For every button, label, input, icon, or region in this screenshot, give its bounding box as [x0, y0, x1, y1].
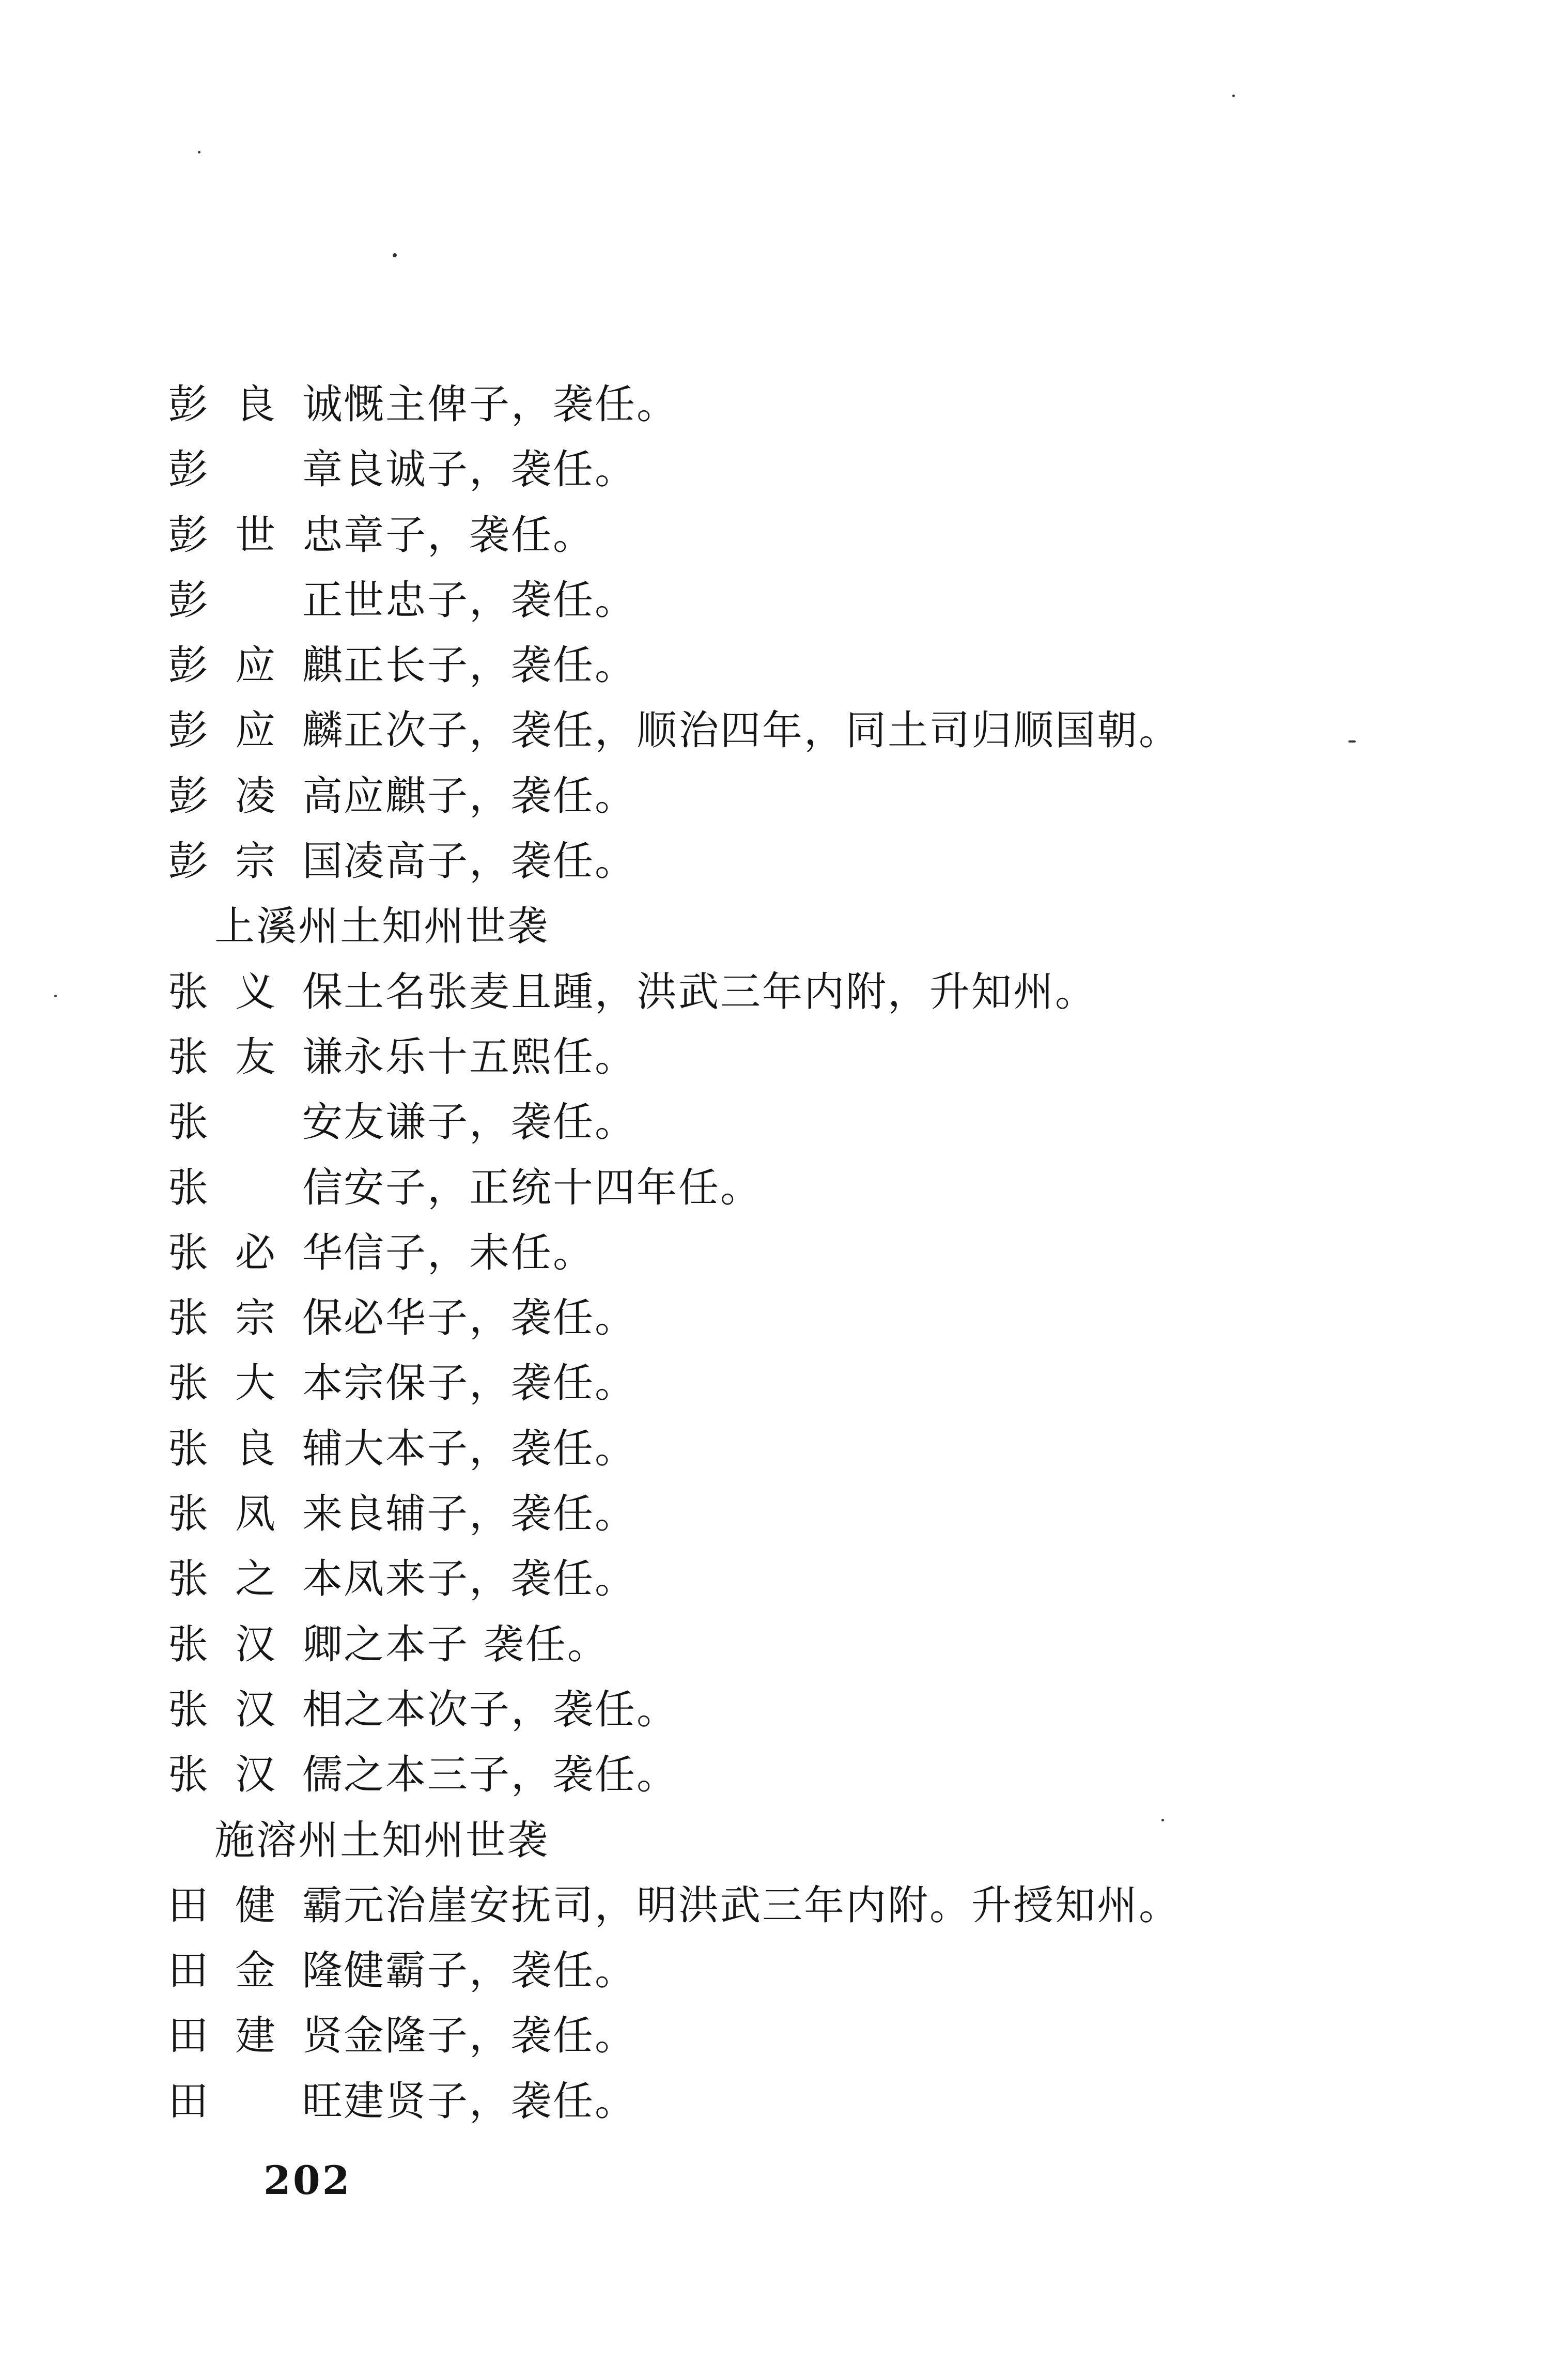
person-description: 章子，袭任。	[344, 512, 595, 559]
entry-row	[168, 1351, 1460, 1416]
scan-speck	[1232, 95, 1235, 97]
person-description: 之本三子，袭任。	[344, 1752, 679, 1799]
entry-row	[168, 829, 1460, 894]
person-description: 安子，正统十四年任。	[344, 1164, 763, 1211]
entry-row	[168, 698, 1460, 763]
person-description: 良诚子，袭任。	[344, 446, 637, 493]
person-description: 良辅子，袭任。	[344, 1491, 637, 1538]
person-name: 田旺	[168, 2078, 344, 2125]
section-heading: 施溶州土知州世袭	[214, 1817, 550, 1864]
entry-row	[168, 1873, 1460, 1938]
entry-row	[168, 1677, 1460, 1742]
entry-row	[168, 1286, 1460, 1351]
scan-speck	[1161, 1819, 1164, 1821]
person-name: 张友谦	[168, 1033, 344, 1080]
entry-row	[168, 1742, 1460, 1807]
person-name: 张大本	[168, 1360, 344, 1407]
person-description: 之本子 袭任。	[344, 1621, 609, 1668]
person-description: 世忠子，袭任。	[344, 577, 637, 624]
person-description: 之本次子，袭任。	[344, 1686, 679, 1733]
entry-row	[168, 764, 1460, 829]
person-description: 凤来子，袭任。	[344, 1556, 637, 1603]
entry-row	[168, 1220, 1460, 1286]
scan-speck	[1348, 740, 1356, 743]
entry-row	[168, 437, 1460, 502]
person-description: 宗保子，袭任。	[344, 1360, 637, 1407]
person-description: 元治崖安抚司，明洪武三年内附。升授知州。	[344, 1882, 1181, 1929]
person-name: 张汉卿	[168, 1621, 344, 1668]
person-name: 张信	[168, 1164, 344, 1211]
person-description: 必华子，袭任。	[344, 1295, 637, 1342]
entry-row	[168, 503, 1460, 568]
genealogy-list	[168, 372, 1460, 2134]
person-name: 张之本	[168, 1556, 344, 1603]
entry-row	[168, 1155, 1460, 1220]
section-heading: 上溪州土知州世袭	[214, 903, 550, 950]
entry-row	[168, 1547, 1460, 1612]
scan-speck	[54, 995, 57, 997]
person-name: 田金隆	[168, 1948, 344, 1995]
person-name: 彭应麟	[168, 707, 344, 754]
person-name: 张汉相	[168, 1686, 344, 1733]
person-description: 慨主俾子，袭任。	[344, 381, 679, 428]
entry-row	[168, 2069, 1460, 2134]
entry-row	[168, 960, 1460, 1025]
person-name: 田健霸	[168, 1882, 344, 1929]
entry-row	[168, 1025, 1460, 1090]
entry-row	[168, 1090, 1460, 1155]
person-name: 彭良诚	[168, 381, 344, 428]
entry-row	[168, 2003, 1460, 2068]
person-description: 正长子，袭任。	[344, 642, 637, 689]
person-description: 凌高子，袭任。	[344, 838, 637, 885]
person-name: 张汉儒	[168, 1752, 344, 1799]
person-name: 张必华	[168, 1229, 344, 1276]
person-description: 正次子，袭任，顺治四年，同土司归顺国朝。	[344, 707, 1181, 754]
person-name: 张良辅	[168, 1425, 344, 1472]
person-name: 张义保	[168, 968, 344, 1015]
person-name: 彭正	[168, 577, 344, 624]
person-name: 田建贤	[168, 2013, 344, 2060]
scan-speck	[393, 253, 397, 257]
person-description: 大本子，袭任。	[344, 1425, 637, 1472]
person-name: 彭世忠	[168, 512, 344, 559]
person-name: 张安	[168, 1099, 344, 1146]
person-description: 应麒子，袭任。	[344, 772, 637, 820]
entry-row	[168, 1938, 1460, 2003]
entry-row	[168, 1612, 1460, 1677]
person-name: 彭章	[168, 446, 344, 493]
person-description: 友谦子，袭任。	[344, 1099, 637, 1146]
person-name: 彭应麒	[168, 642, 344, 689]
person-description: 永乐十五熙任。	[344, 1033, 637, 1080]
entry-row	[168, 372, 1460, 437]
person-name: 张宗保	[168, 1295, 344, 1342]
entry-row	[168, 1481, 1460, 1547]
entry-row	[168, 633, 1460, 698]
page-number: 202	[263, 2157, 352, 2203]
person-description: 健霸子，袭任。	[344, 1948, 637, 1995]
person-description: 信子，未任。	[344, 1229, 595, 1276]
entry-row	[168, 568, 1460, 633]
entry-row	[168, 1416, 1460, 1481]
person-name: 彭宗国	[168, 838, 344, 885]
person-description: 建贤子，袭任。	[344, 2078, 637, 2125]
person-name: 张凤来	[168, 1491, 344, 1538]
person-description: 金隆子，袭任。	[344, 2013, 637, 2060]
person-description: 土名张麦且踵，洪武三年内附，升知州。	[344, 968, 1097, 1015]
scan-speck	[198, 151, 200, 153]
person-name: 彭凌高	[168, 772, 344, 820]
